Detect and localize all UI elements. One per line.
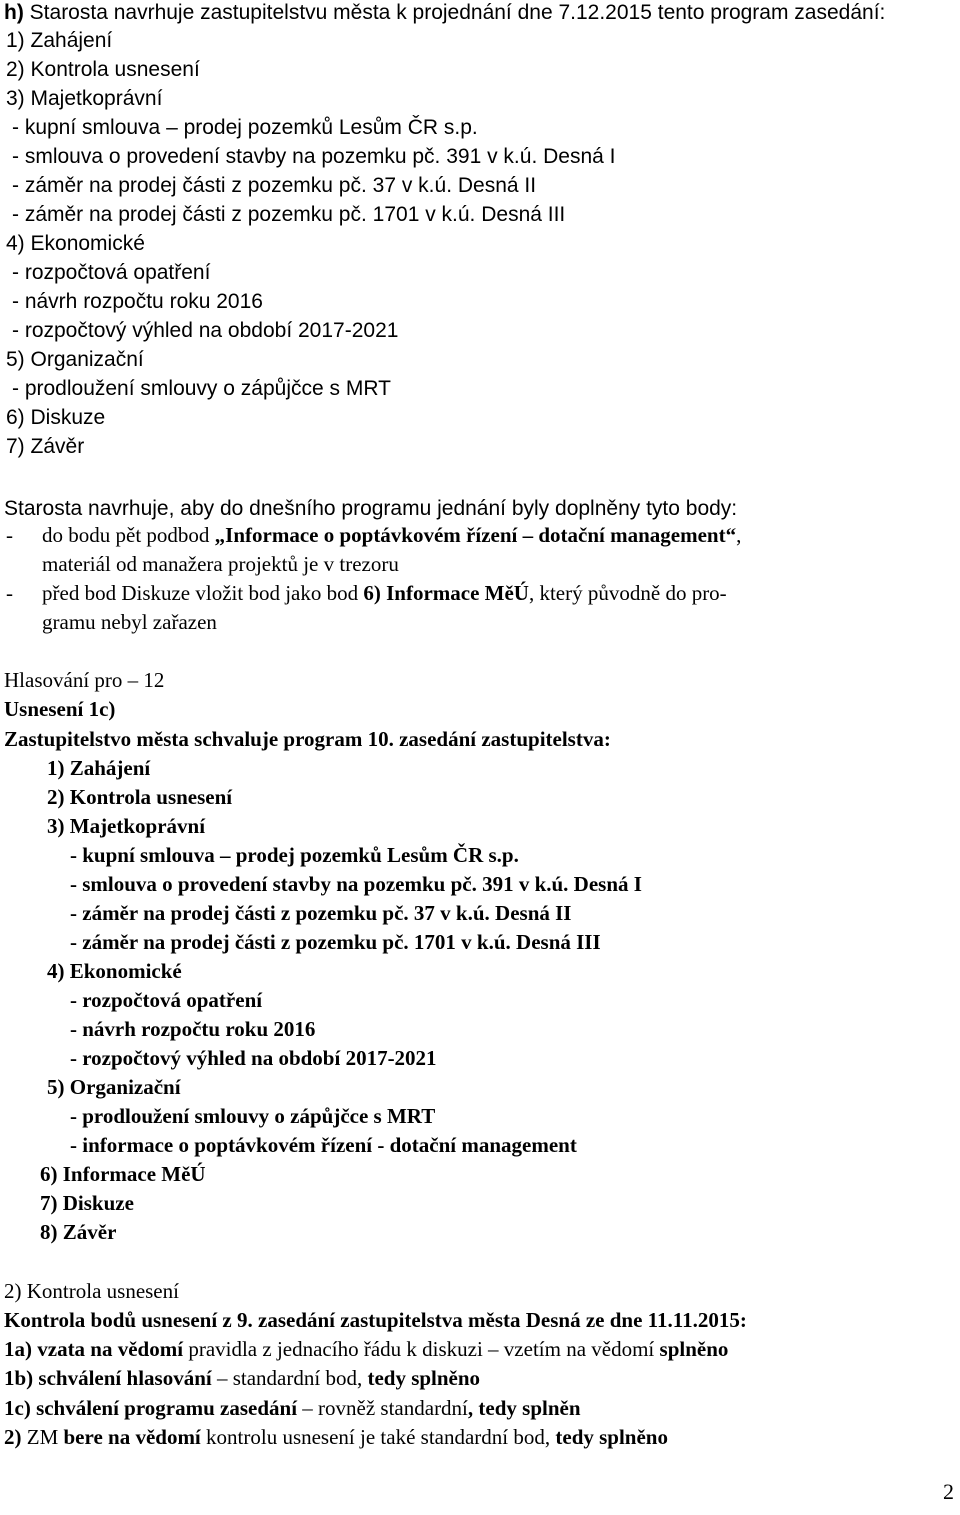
- approved-subitem: [70, 1044, 437, 1073]
- vote-result: Hlasování pro – 12: [4, 668, 165, 692]
- approved-subitem-text: - záměr na prodej části z pozemku pč. 37 v k.ú. Desná II: [70, 901, 572, 925]
- proposed-subitem: - kupní smlouva – prodej pozemků Lesům ČR s.p.: [12, 116, 478, 139]
- approved-subitem: [70, 1102, 435, 1131]
- proposal-bullet-1: [42, 521, 741, 550]
- approved-subitem: [70, 928, 601, 957]
- proposal-bullet-2-line2: gramu nebyl zařazen: [42, 610, 217, 634]
- check-1b-status: tedy splněno: [367, 1366, 481, 1390]
- approved-item: [47, 754, 150, 783]
- approved-item: [47, 957, 182, 986]
- approved-subitem-text: - návrh rozpočtu roku 2016: [70, 1017, 316, 1041]
- proposal-bullet-2-suffix: , který původně do pro-: [528, 581, 727, 605]
- proposed-item: 5) Organizační: [6, 348, 144, 371]
- proposed-item: 1) Zahájení: [6, 29, 113, 52]
- approved-item: [47, 812, 205, 841]
- resolution-check-2: [4, 1423, 668, 1452]
- approved-item-text: 3) Majetkoprávní: [47, 814, 206, 838]
- approved-subitem-text: - rozpočtový výhled na období 2017-2021: [70, 1046, 437, 1070]
- proposed-subitem: - záměr na prodej části z pozemku pč. 1701 v k.ú. Desná III: [12, 203, 566, 226]
- page-number: 2: [943, 1479, 954, 1504]
- proposed-subitem: - smlouva o provedení stavby na pozemku pč. 391 v k.ú. Desná I: [12, 145, 616, 168]
- section-2-heading: 2) Kontrola usnesení: [4, 1279, 179, 1303]
- approved-subitem: [70, 841, 519, 870]
- approved-item-text: 8) Závěr: [40, 1220, 117, 1244]
- proposed-item: 2) Kontrola usnesení: [6, 58, 200, 81]
- approved-subitem-text: - smlouva o provedení stavby na pozemku pč. 391 v k.ú. Desná I: [70, 872, 642, 896]
- proposal-bullet-2-prefix: před bod Diskuze vložit bod jako bod: [42, 581, 364, 605]
- approved-item-text: 7) Diskuze: [40, 1191, 134, 1215]
- check-2-number: 2): [4, 1425, 22, 1449]
- approved-item-text: 2) Kontrola usnesení: [47, 785, 233, 809]
- proposed-subitem: - návrh rozpočtu roku 2016: [12, 290, 263, 313]
- section-h-label: h): [4, 1, 24, 24]
- resolution-label-text: Usnesení 1c): [4, 697, 116, 721]
- approved-subitem: [70, 899, 571, 928]
- proposal-bullet-2: [42, 579, 727, 608]
- resolution-check-1a: [4, 1335, 728, 1364]
- approved-subitem-text: - rozpočtová opatření: [70, 988, 263, 1012]
- check-2-status: tedy splněno: [555, 1425, 668, 1449]
- approved-subitem: [70, 1131, 577, 1160]
- resolution-title: [4, 725, 611, 754]
- approved-subitem-text: - kupní smlouva – prodej pozemků Lesům ČR s.p.: [70, 843, 519, 867]
- proposal-bullet-1-prefix: do bodu pět podbod: [42, 523, 215, 547]
- proposal-bullet-1-line2: materiál od manažera projektů je v trezoru: [42, 552, 399, 576]
- proposal-bullet-1-dash: -: [6, 523, 13, 547]
- proposed-item: 4) Ekonomické: [6, 232, 145, 255]
- check-2-action: bere na vědomí: [63, 1425, 201, 1449]
- approved-item-text: 1) Zahájení: [47, 756, 151, 780]
- approved-item: [40, 1189, 134, 1218]
- proposal-bullet-1-bold: „Informace o poptávkovém řízení – dotační management“: [214, 523, 737, 547]
- check-2-text: kontrolu usnesení je také standardní bod,: [200, 1425, 556, 1449]
- approved-item-text: 4) Ekonomické: [47, 959, 182, 983]
- check-1b-label: 1b) schválení hlasování: [4, 1366, 212, 1390]
- proposal-bullet-2-bold: 6) Informace MěÚ: [363, 581, 529, 605]
- approved-item-text: 5) Organizační: [47, 1075, 181, 1099]
- resolution-label: [4, 695, 115, 724]
- section-2-check-title: [4, 1306, 747, 1335]
- section-2-check-title-text: Kontrola bodů usnesení z 9. zasedání zastupitelstva města Desná ze dne 11.11.2015:: [4, 1308, 747, 1332]
- section-h-intro: Starosta navrhuje zastupitelstvu města k projednání dne 7.12.2015 tento program zasedání:: [29, 1, 886, 24]
- approved-subitem-text: - záměr na prodej části z pozemku pč. 1701 v k.ú. Desná III: [70, 930, 601, 954]
- check-1c-status: , tedy splněn: [467, 1396, 581, 1420]
- proposed-item: 6) Diskuze: [6, 406, 106, 429]
- check-1b-text: – standardní bod,: [211, 1366, 368, 1390]
- resolution-check-1b: [4, 1364, 480, 1393]
- proposal-bullet-1-suffix: ,: [736, 523, 742, 547]
- check-2-subject: ZM: [21, 1425, 64, 1449]
- proposed-subitem: - rozpočtový výhled na období 2017-2021: [12, 319, 399, 342]
- proposed-item: 3) Majetkoprávní: [6, 87, 163, 110]
- approved-item: [47, 783, 232, 812]
- proposal-bullet-2-dash: -: [6, 581, 13, 605]
- approved-item: [40, 1160, 206, 1189]
- approved-item: [47, 1073, 181, 1102]
- proposed-subitem: - rozpočtová opatření: [12, 261, 211, 284]
- approved-subitem: [70, 986, 262, 1015]
- proposed-subitem: - záměr na prodej části z pozemku pč. 37 v k.ú. Desná II: [12, 174, 537, 197]
- check-1a-label: 1a) vzata na vědomí: [4, 1337, 184, 1361]
- resolution-title-text: Zastupitelstvo města schvaluje program 10. zasedání zastupitelstva:: [4, 727, 611, 751]
- approved-subitem: [70, 870, 642, 899]
- approved-subitem-text: - informace o poptávkovém řízení - dotační management: [70, 1133, 577, 1157]
- check-1c-label: 1c) schválení programu zasedání: [4, 1396, 298, 1420]
- proposed-item: 7) Závěr: [6, 435, 85, 458]
- proposal-intro: Starosta navrhuje, aby do dnešního programu jednání byly doplněny tyto body:: [4, 497, 738, 520]
- section-h-intro-line: [4, 0, 885, 27]
- approved-item-text: 6) Informace MěÚ: [40, 1162, 206, 1186]
- proposed-subitem: - prodloužení smlouvy o zápůjčce s MRT: [12, 377, 391, 400]
- check-1c-text: – rovněž standardní: [297, 1396, 468, 1420]
- resolution-check-1c: [4, 1394, 581, 1423]
- approved-subitem: [70, 1015, 315, 1044]
- check-1a-text: pravidla z jednacího řádu k diskuzi – vzetím na vědomí: [183, 1337, 660, 1361]
- approved-item: [40, 1218, 116, 1247]
- approved-subitem-text: - prodloužení smlouvy o zápůjčce s MRT: [70, 1104, 436, 1128]
- check-1a-status: splněno: [659, 1337, 729, 1361]
